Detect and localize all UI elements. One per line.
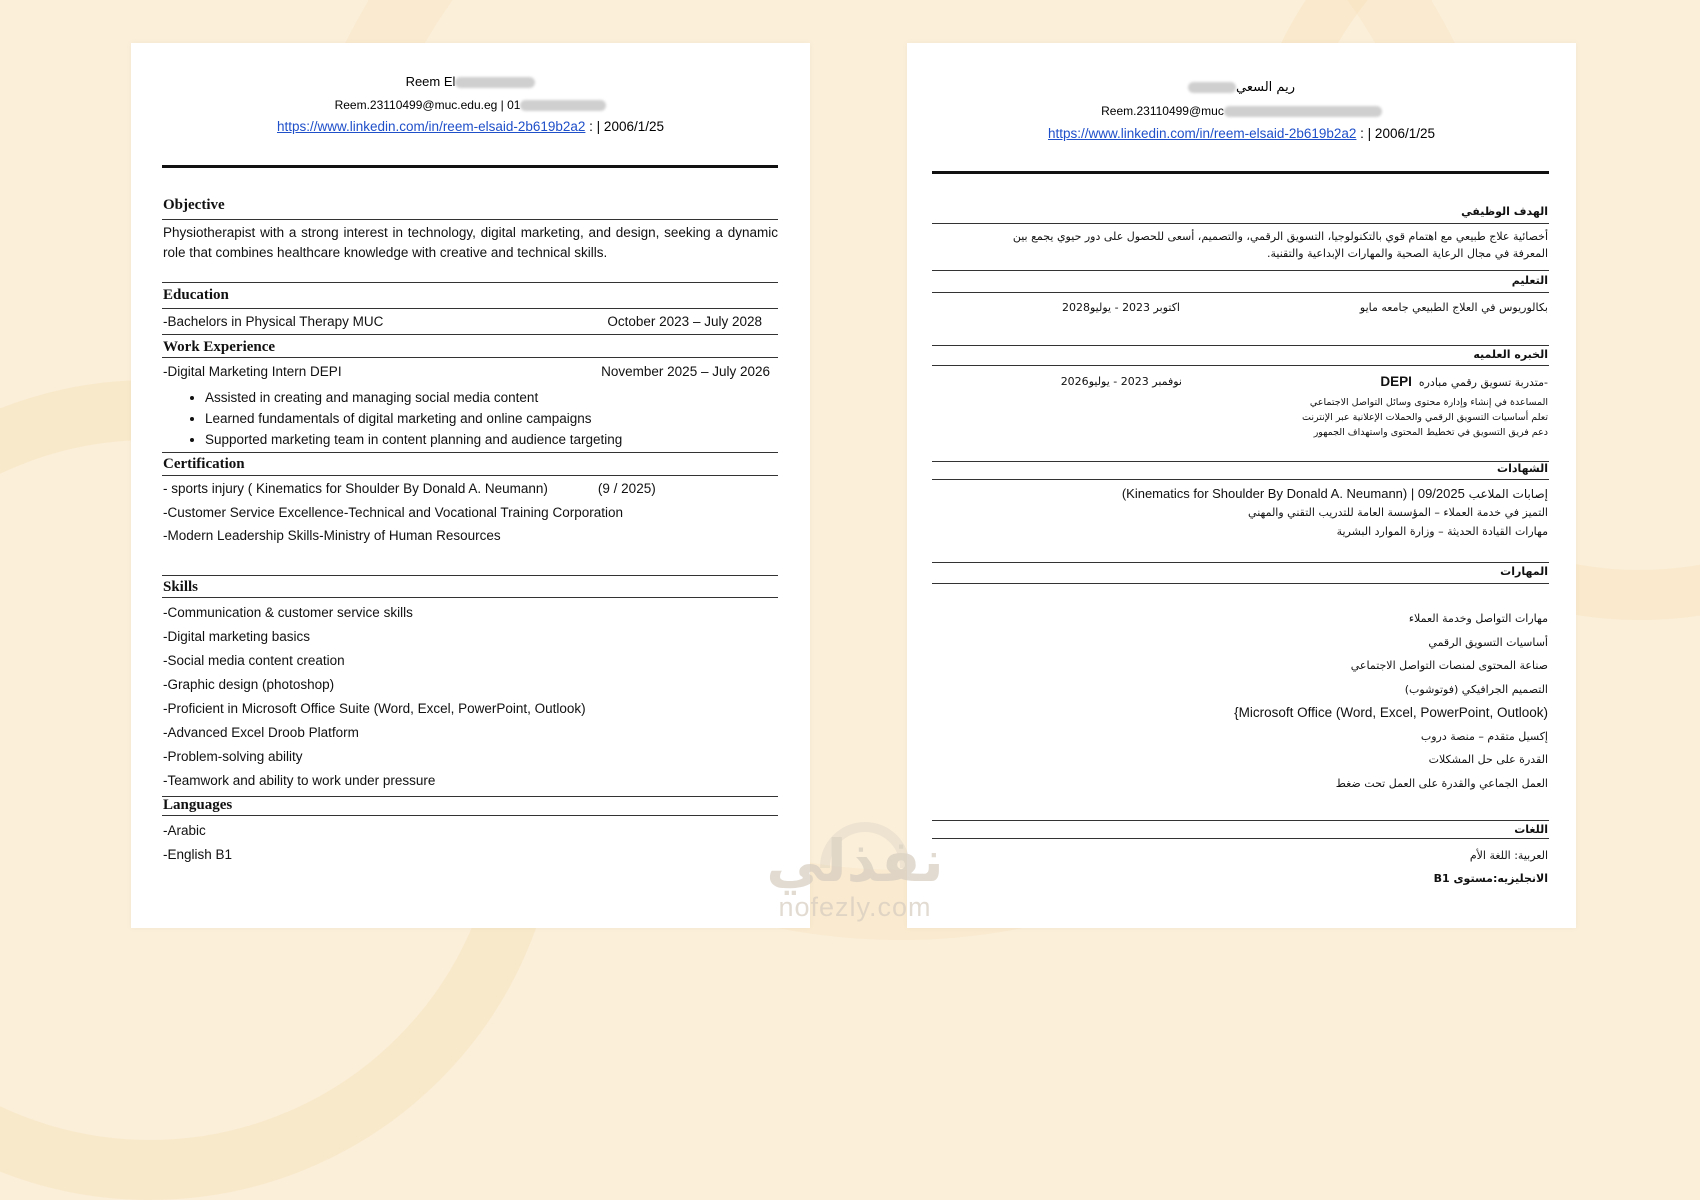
list-item: صناعة المحتوى لمنصات التواصل الاجتماعي xyxy=(1350,659,1548,672)
education-heading: Education xyxy=(163,287,229,303)
list-item: -English B1 xyxy=(163,847,233,862)
list-item: • Learned fundamentals of digital marketing and online campaigns xyxy=(205,409,820,430)
list-item: دعم فريق التسويق في تخطيط المحتوى واستهداف الجمهور xyxy=(1313,427,1548,438)
work-role-ar: -متدربة تسويق رقمي مبادره DEPI xyxy=(1380,374,1548,389)
list-item: -Customer Service Excellence-Technical and Vocational Training Corporation xyxy=(163,505,623,520)
list-item: إكسيل متقدم – منصة دروب xyxy=(1420,730,1548,743)
divider xyxy=(162,815,778,816)
list-item: أساسيات التسويق الرقمي xyxy=(1428,636,1548,649)
list-item: -Graphic design (photoshop) xyxy=(163,677,335,692)
objective-heading-ar: الهدف الوظيفي xyxy=(1461,205,1548,218)
divider xyxy=(932,562,1549,563)
divider xyxy=(932,838,1549,839)
list-item: -Advanced Excel Droob Platform xyxy=(163,725,359,740)
objective-line: المعرفة في مجال الرعاية الصحية والمهارات الإبداعية والتقنية. xyxy=(1266,247,1548,260)
education-dates: October 2023 – July 2028 xyxy=(607,314,762,329)
list-item: -Social media content creation xyxy=(163,653,345,668)
list-item: مهارات القيادة الحديثة – وزارة الموارد البشرية xyxy=(1336,525,1548,538)
header-divider xyxy=(162,165,778,168)
work-heading: Work Experience xyxy=(163,339,276,355)
list-item: مهارات التواصل وخدمة العملاء xyxy=(1408,612,1548,625)
work-heading-ar: الخبره العلميه xyxy=(1473,348,1548,361)
header-divider xyxy=(932,171,1549,174)
list-item: العربية: اللغة الأم xyxy=(1469,849,1548,862)
list-item: -Communication & customer service skills xyxy=(163,605,413,620)
list-item: -Arabic xyxy=(163,823,206,838)
divider xyxy=(932,479,1549,480)
education-degree-ar: بكالوريوس في العلاج الطبيعي جامعه مايو xyxy=(1359,301,1548,314)
list-item: القدرة على حل المشكلات xyxy=(1428,753,1548,766)
redacted-phone xyxy=(520,100,606,111)
divider xyxy=(932,223,1549,224)
list-item: • Assisted in creating and managing social media content xyxy=(205,388,820,409)
objective-heading: Objective xyxy=(163,197,225,213)
list-item: -Digital marketing basics xyxy=(163,629,311,644)
education-dates-ar: اكتوبر 2023 - يوليو2028 xyxy=(1062,301,1180,314)
redacted-name xyxy=(1188,82,1236,93)
skills-heading: Skills xyxy=(163,579,199,595)
skills-heading-ar: المهارات xyxy=(1500,565,1548,578)
watermark-arabic: نفذلي xyxy=(766,827,944,895)
certification-first-ar: إصابات الملاعب (Kinematics for Shoulder By Donald A. Neumann) | 09/2025 xyxy=(1121,486,1548,501)
redacted-name xyxy=(455,77,535,88)
divider xyxy=(932,583,1549,584)
languages-heading: Languages xyxy=(163,797,233,813)
divider xyxy=(932,820,1549,821)
divider xyxy=(162,282,778,283)
list-item: الانجليزيه:مستوى B1 xyxy=(1433,872,1548,885)
watermark-logo xyxy=(740,827,970,923)
certification-first: - sports injury ( Kinematics for Shoulder By Donald A. Neumann) (9 / 2025) xyxy=(163,481,656,496)
cv-name: Reem El xyxy=(131,74,810,89)
cv-name-ar: ريم السعي xyxy=(907,80,1576,95)
divider xyxy=(162,357,778,358)
list-item: تعلم أساسيات التسويق الرقمي والحملات الإعلانية عبر الإنترنت xyxy=(1302,412,1548,423)
divider xyxy=(162,597,778,598)
divider xyxy=(162,219,778,220)
work-bullets xyxy=(163,388,820,451)
languages-heading-ar: اللغات xyxy=(1514,823,1548,836)
divider xyxy=(932,365,1549,366)
list-item: -Modern Leadership Skills-Ministry of Human Resources xyxy=(163,528,501,543)
work-row xyxy=(163,364,778,379)
divider xyxy=(162,575,778,576)
cv-link-line-ar: https://www.linkedin.com/in/reem-elsaid-2b619b2a2 : | 2006/1/25 xyxy=(1048,126,1435,141)
divider xyxy=(932,270,1549,271)
cv-contact: Reem.23110499@muc.edu.eg | 01 xyxy=(131,98,810,112)
certification-heading: Certification xyxy=(163,456,245,472)
list-item: -Proficient in Microsoft Office Suite (Word, Excel, PowerPoint, Outlook) xyxy=(163,701,586,716)
education-row xyxy=(163,314,778,329)
cv-contact-ar: Reem.23110499@muc xyxy=(907,104,1576,118)
divider xyxy=(162,308,778,309)
divider xyxy=(162,475,778,476)
list-item: التصميم الجرافيكي (فوتوشوب) xyxy=(1404,683,1548,696)
list-item: التميز في خدمة العملاء – المؤسسة العامة للتدريب التقني والمهني xyxy=(1248,506,1548,519)
divider xyxy=(162,334,778,335)
divider xyxy=(932,461,1549,462)
redacted-phone xyxy=(1224,106,1382,117)
work-role: -Digital Marketing Intern DEPI xyxy=(163,364,342,379)
watermark-latin: nofezly.com xyxy=(778,892,932,922)
list-item: المساعدة في إنشاء وإدارة محتوى وسائل التواصل الاجتماعي xyxy=(1309,397,1548,408)
list-item: -Teamwork and ability to work under pressure xyxy=(163,773,436,788)
list-item: -Problem-solving ability xyxy=(163,749,303,764)
cv-link-line: https://www.linkedin.com/in/reem-elsaid-2b619b2a2 : | 2006/1/25 xyxy=(277,119,664,134)
education-degree: -Bachelors in Physical Therapy MUC xyxy=(163,314,384,329)
work-dates-ar: نوفمبر 2023 - يوليو2026 xyxy=(1060,375,1182,388)
divider xyxy=(932,292,1549,293)
work-dates: November 2025 – July 2026 xyxy=(601,364,770,379)
objective-line: أخصائية علاج طبيعي مع اهتمام قوي بالتكنولوجيا، التسويق الرقمي، والتصميم، أسعى للحصول على دور حيوي يجمع بين xyxy=(1012,230,1548,243)
list-item: العمل الجماعي والقدرة على العمل تحت ضغط xyxy=(1335,777,1548,790)
linkedin-link[interactable]: https://www.linkedin.com/in/reem-elsaid-2b619b2a2 xyxy=(277,119,586,134)
divider xyxy=(932,345,1549,346)
divider xyxy=(162,452,778,453)
list-item: {Microsoft Office (Word, Excel, PowerPoint, Outlook) xyxy=(1234,705,1548,720)
list-item: • Supported marketing team in content planning and audience targeting xyxy=(205,430,820,451)
education-heading-ar: التعليم xyxy=(1511,274,1548,287)
certification-heading-ar: الشهادات xyxy=(1497,462,1548,475)
objective-text: Physiotherapist with a strong interest in technology, digital marketing, and design, seeking a dynamic role that combines healthcare knowledge with creative and technical skills. xyxy=(163,225,778,260)
linkedin-link[interactable]: https://www.linkedin.com/in/reem-elsaid-2b619b2a2 xyxy=(1048,126,1357,141)
